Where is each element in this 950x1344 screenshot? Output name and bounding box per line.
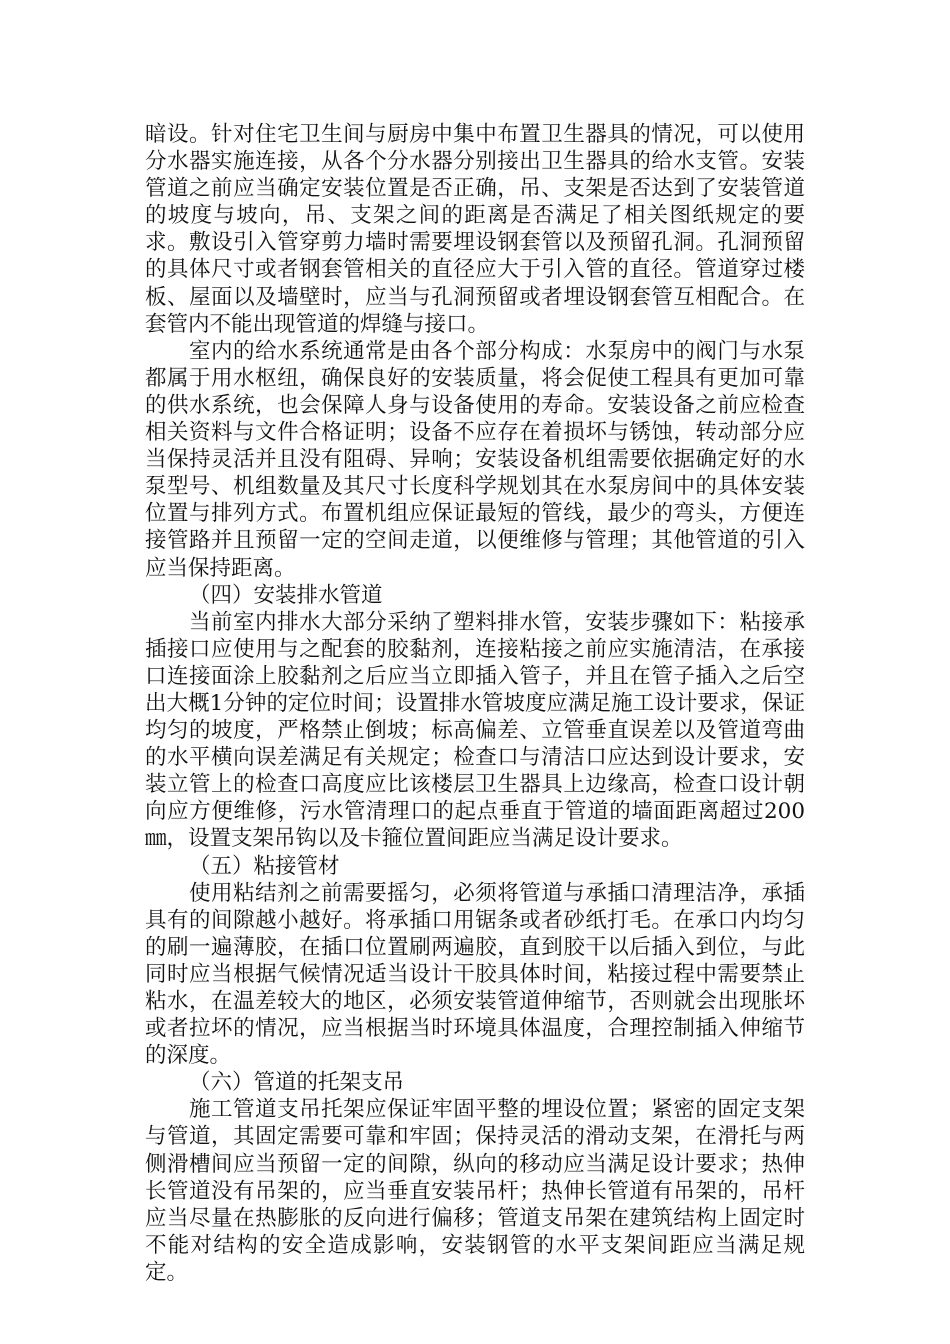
paragraph-pipe-bonding: 使用粘结剂之前需要摇匀，必须将管道与承插口清理洁净，承插具有的间隙越小越好。将承插口用锯条或者砂纸打毛。在承口内均匀的刷一遍薄胶，在插口位置刷两遍胶，直到胶干以后插入到位，与此同时应当根据气候情况适当设计干胶具体时间，粘接过程中需要禁止粘水，在温差较大的地区，必须安装管道伸缩节，否则就会出现胀坏或者拉坏的情况，应当根据当时环境具体温度，合理控制插入伸缩节的深度。 xyxy=(145,880,805,1069)
section-heading-5: （五）粘接管材 xyxy=(189,853,340,879)
paragraph-water-supply-pipe-installation: 暗设。针对住宅卫生间与厨房中集中布置卫生器具的情况，可以使用分水器实施连接，从各个分水器分别接出卫生器具的给水支管。安装管道之前应当确定安装位置是否正确，吊、支架是否达到了安装管道的坡度与坡向，吊、支架之间的距离是否满足了相关图纸规定的要求。敷设引入管穿剪力墙时需要埋设钢套管以及预留孔洞。孔洞预留的具体尺寸或者钢套管相关的直径应大于引入管的直径。管道穿过楼板、屋面以及墙壁时，应当与孔洞预留或者埋设钢套管互相配合。在套管内不能出现管道的焊缝与接口。 xyxy=(145,122,805,337)
paragraph-indoor-water-system: 室内的给水系统通常是由各个部分构成：水泵房中的阀门与水泵都属于用水枢纽，确保良好的安装质量，将会促使工程具有更加可靠的供水系统，也会保障人身与设备使用的寿命。安装设备之前应检查相关资料与文件合格证明；设备不应存在着损坏与锈蚀，转动部分应当保持灵活并且没有阻碍、异响；安装设备机组需要依据确定好的水泵型号、机组数量及其尺寸长度科学规划其在水泵房间中的具体安装位置与排列方式。布置机组应保证最短的管线，最少的弯头，方便连接管路并且预留一定的空间走道，以便维修与管理；其他管道的引入应当保持距离。 xyxy=(145,338,805,581)
section-heading-6: （六）管道的托架支吊 xyxy=(189,1070,405,1096)
document-body xyxy=(145,121,805,1286)
paragraph-pipe-supports: 施工管道支吊托架应保证牢固平整的埋设位置；紧密的固定支架与管道，其固定需要可靠和牢固；保持灵活的滑动支架，在滑托与两侧滑槽间应当预留一定的间隙，纵向的移动应当满足设计要求；热伸长管道没有吊架的，应当垂直安装吊杆；热伸长管道有吊架的，吊杆应当尽量在热膨胀的反向进行偏移；管道支吊架在建筑结构上固定时不能对结构的安全造成影响，安装钢管的水平支架间距应当满足规定。 xyxy=(145,1097,805,1285)
paragraph-drainage-pipe: 当前室内排水大部分采纳了塑料排水管，安装步骤如下：粘接承插接口应使用与之配套的胶黏剂，连接粘接之前应实施清洁，在承接口连接面涂上胶黏剂之后应当立即插入管子，并且在管子插入之后空出大概1分钟的定位时间；设置排水管坡度应满足施工设计要求，保证均匀的坡度，严格禁止倒坡；标高偏差、立管垂直误差以及管道弯曲的水平横向误差满足有关规定；检查口与清洁口应达到设计要求，安装立管上的检查口高度应比该楼层卫生器具上边缘高，检查口设计朝向应方便维修，污水管清理口的起点垂直于管道的墙面距离超过200㎜，设置支架吊钩以及卡箍位置间距应当满足设计要求。 xyxy=(145,609,805,852)
section-heading-4: （四）安装排水管道 xyxy=(189,582,383,608)
